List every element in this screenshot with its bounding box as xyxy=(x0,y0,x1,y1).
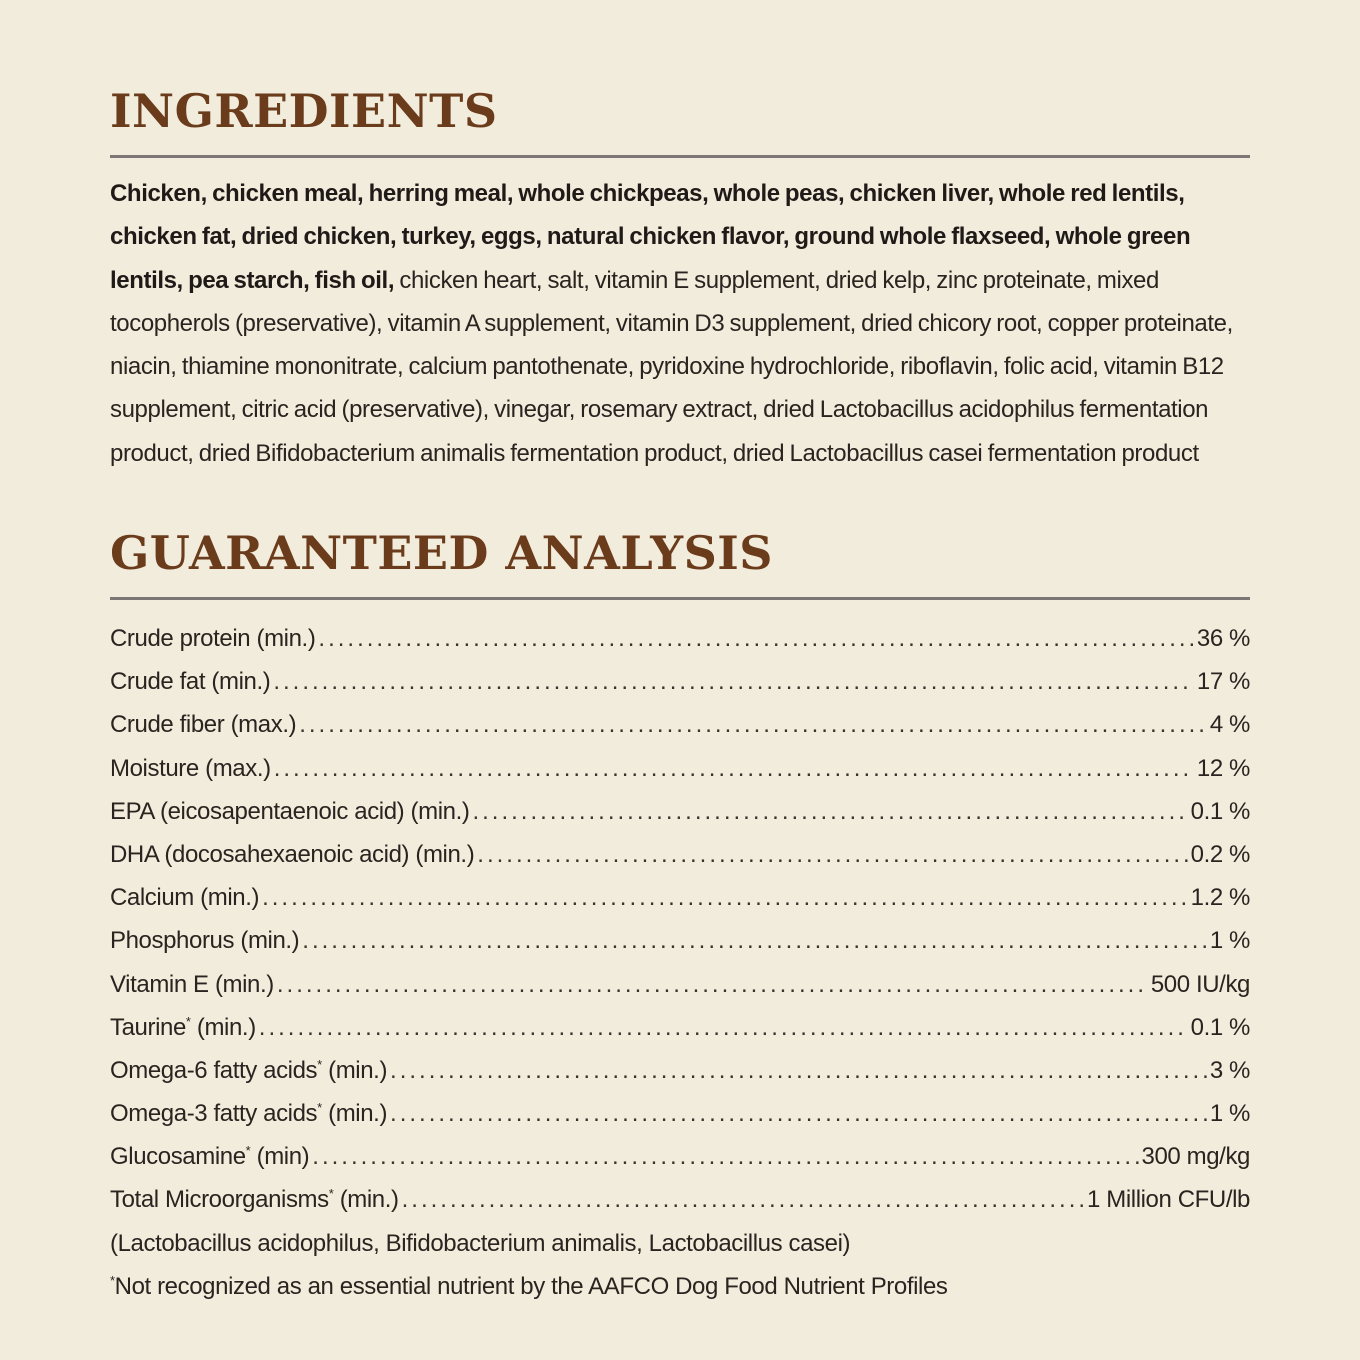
row-value: 12 % xyxy=(1196,754,1250,782)
row-label xyxy=(110,1178,399,1221)
row-label-main: Glucosamine xyxy=(110,1143,246,1171)
row-value: 36 % xyxy=(1196,625,1250,652)
row-value: 0.1 % xyxy=(1190,1013,1250,1041)
row-value: 1.2 % xyxy=(1190,884,1250,912)
row-label-qualifier: (min.) xyxy=(333,1186,399,1214)
analysis-row xyxy=(110,1006,1250,1049)
row-value: 300 mg/kg xyxy=(1141,1143,1250,1171)
analysis-row xyxy=(110,1178,1250,1221)
analysis-row xyxy=(110,963,1250,1006)
leader-dots xyxy=(302,919,1207,962)
row-value: 3 % xyxy=(1209,1056,1250,1084)
row-label-main: Total Microorganisms xyxy=(110,1186,329,1214)
leader-dots xyxy=(274,747,1194,790)
row-label: Crude fiber (max.) xyxy=(110,711,297,739)
row-label xyxy=(110,1092,387,1135)
row-value: 1 Million CFU/lb xyxy=(1087,1186,1250,1214)
row-label-qualifier: (min.) xyxy=(321,1056,388,1084)
row-label: Crude protein (min.) xyxy=(110,625,316,652)
row-label xyxy=(110,1006,256,1049)
asterisk-mark: * xyxy=(185,1013,191,1029)
row-label-main: Omega-6 fatty acids xyxy=(110,1056,318,1084)
leader-dots xyxy=(477,833,1187,876)
ingredients-heading: INGREDIENTS xyxy=(110,84,498,138)
row-label-qualifier: (min.) xyxy=(190,1013,256,1041)
leader-dots xyxy=(273,660,1194,703)
asterisk-mark: * xyxy=(328,1186,334,1202)
ingredients-divider xyxy=(110,155,1250,158)
leader-dots xyxy=(318,617,1193,660)
analysis-row xyxy=(110,1135,1250,1178)
row-label xyxy=(110,1049,387,1092)
leader-dots xyxy=(262,876,1188,919)
row-label-main: Taurine xyxy=(110,1013,186,1041)
row-value: 500 IU/kg xyxy=(1150,970,1250,998)
analysis-heading: GUARANTEED ANALYSIS xyxy=(110,526,774,580)
ingredients-list xyxy=(110,172,1250,475)
asterisk-mark: * xyxy=(317,1056,322,1072)
row-label-qualifier: (min.) xyxy=(321,1100,388,1128)
microorganisms-note: (Lactobacillus acidophilus, Bifidobacterium animalis, Lactobacillus casei) xyxy=(110,1229,851,1257)
footnote xyxy=(110,1265,1250,1308)
leader-dots xyxy=(299,703,1207,746)
row-label xyxy=(110,1135,309,1178)
footnote-text: Not recognized as an essential nutrient by the AAFCO Dog Food Nutrient Profiles xyxy=(114,1272,948,1300)
leader-dots xyxy=(277,963,1148,1006)
row-label: Vitamin E (min.) xyxy=(110,970,274,998)
asterisk-mark: * xyxy=(245,1143,251,1159)
ingredients-bold-text: Chicken, chicken meal, herring meal, whole chickpeas, whole peas, chicken liver, whole red lentils, chicken fat, dried chicken, turkey, eggs, natural chicken flavor, ground whole flaxseed, whole green lentils, pea starch, fish oil, xyxy=(110,180,1191,294)
analysis-row xyxy=(110,876,1250,919)
row-label-main: Omega-3 fatty acids xyxy=(110,1100,318,1128)
analysis-row xyxy=(110,747,1250,790)
analysis-divider xyxy=(110,597,1250,600)
leader-dots xyxy=(402,1178,1084,1221)
row-label: Calcium (min.) xyxy=(110,884,260,912)
row-label-qualifier: (min) xyxy=(250,1143,310,1171)
leader-dots xyxy=(312,1135,1138,1178)
row-label: Moisture (max.) xyxy=(110,754,271,782)
leader-dots xyxy=(472,790,1187,833)
analysis-row xyxy=(110,1049,1250,1092)
row-label: Phosphorus (min.) xyxy=(110,927,300,955)
row-label: DHA (docosahexaenoic acid) (min.) xyxy=(110,840,475,868)
analysis-row xyxy=(110,1092,1250,1135)
row-value: 1 % xyxy=(1209,1100,1250,1128)
analysis-row xyxy=(110,703,1250,746)
row-value: 0.2 % xyxy=(1190,840,1250,868)
row-label: EPA (eicosapentaenoic acid) (min.) xyxy=(110,797,470,825)
analysis-row xyxy=(110,919,1250,962)
analysis-row xyxy=(110,660,1250,703)
row-value: 0.1 % xyxy=(1190,797,1250,825)
analysis-row xyxy=(110,833,1250,876)
row-value: 17 % xyxy=(1196,668,1250,696)
row-value: 4 % xyxy=(1209,711,1250,739)
ingredients-regular-text: chicken heart, salt, vitamin E supplement, dried kelp, zinc proteinate, mixed tocopherols (preservative), vitamin A supplement, vitamin D3 supplement, dried chicory root, copper proteinate, niacin, thiamine mononitrate, calcium pantothenate, pyridoxine hydrochloride, riboflavin, folic acid, vitamin B12 supplement, citric acid (preservative), vinegar, rosemary extract, dried Lactobacillus acidophilus fermentation product, dried Bifidobacterium animalis fermentation product, dried Lactobacillus casei fermentation product xyxy=(110,266,1233,467)
analysis-table xyxy=(110,617,1250,1308)
leader-dots xyxy=(390,1049,1207,1092)
leader-dots xyxy=(390,1092,1207,1135)
row-value: 1 % xyxy=(1209,927,1250,955)
analysis-row xyxy=(110,790,1250,833)
analysis-row xyxy=(110,617,1250,660)
asterisk-mark: * xyxy=(110,1272,115,1288)
row-label: Crude fat (min.) xyxy=(110,668,271,696)
asterisk-mark: * xyxy=(317,1100,322,1116)
leader-dots xyxy=(259,1006,1188,1049)
